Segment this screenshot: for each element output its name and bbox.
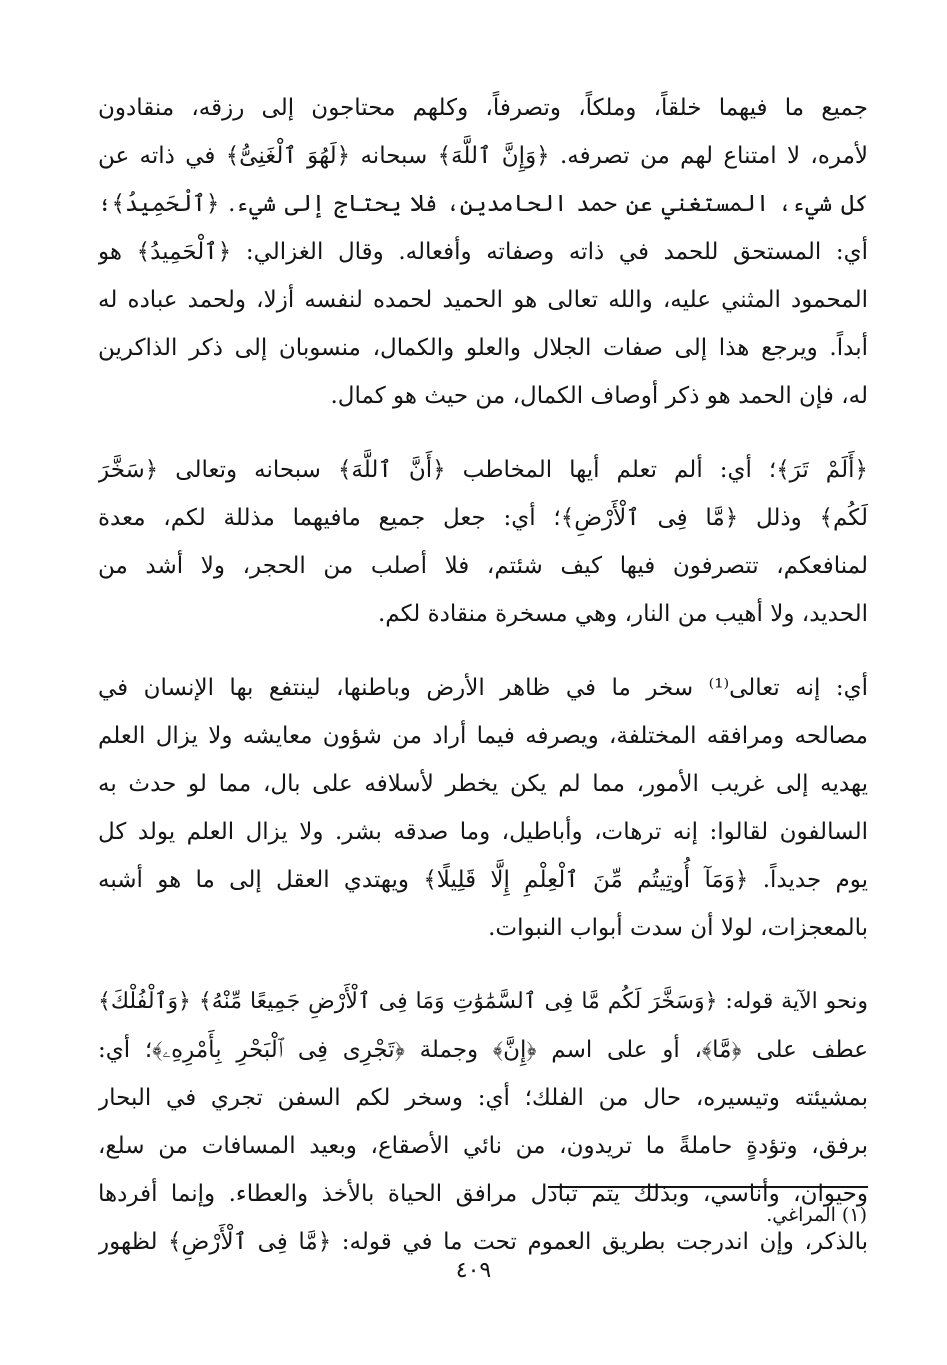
text-line: بمشيئته وتيسيره، حال من الفلك؛ أي: وسخر لكم السفن تجري في البحار xyxy=(98,1085,868,1111)
text-line: بالمعجزات، لولا أن سدت أبواب النبوات. xyxy=(488,915,868,941)
paragraph xyxy=(98,446,868,638)
text-line: جميع ما فيهما خلقاً، وملكاً، وتصرفاً، وكلهم محتاجون إلى رزقه، منقادون xyxy=(98,95,868,121)
text-line: ونحو الآية قوله: ﴿وَسَخَّرَ لَكُم مَّا فِى ٱلسَّمَٰوَٰتِ وَمَا فِى ٱلْأَرْضِ جَمِيعًا مِّنْهُ﴾ ﴿وَٱلْفُلْكَ﴾ xyxy=(98,989,868,1014)
text-line: أي: المستحق للحمد في ذاته وصفاته وأفعاله. وقال الغزالي: ﴿ٱلْحَمِيدُ﴾ هو xyxy=(98,239,868,265)
text-line: مصالحه ومرافقه المختلفة، ويصرفه فيما أراد من شؤون معايشه ولا يزال العلم xyxy=(98,723,868,749)
paragraph-gap xyxy=(98,638,868,664)
text-line: بالذكر، وإن اندرجت بطريق العموم تحت ما في قوله: ﴿مَّا فِى ٱلْأَرْضِ﴾ لظهور xyxy=(98,1229,868,1255)
paragraph-gap xyxy=(98,420,868,446)
text-line: المحمود المثني عليه، والله تعالى هو الحميد لحمده لنفسه أزلا، ولحمد عباده له xyxy=(98,287,868,313)
text-line: يهديه إلى غريب الأمور، مما لم يكن يخطر لأسلافه على بال، مما لو حدث به xyxy=(98,771,868,797)
main-text xyxy=(98,84,868,1266)
text-line: الحديد، ولا أهيب من النار، وهي مسخرة منقادة لكم. xyxy=(377,601,868,627)
footnote-divider xyxy=(548,1186,868,1188)
text-line: السالفون لقالوا: إنه ترهات، وأباطيل، وما صدقه بشر. ولا يزال العلم يولد كل xyxy=(98,819,868,845)
text-line: برفق، وتؤدةٍ حاملةً ما تريدون، من نائي الأصقاع، وبعيد المسافات من سلع، xyxy=(98,1133,868,1159)
text-line: عطف على ﴿مَّا﴾، أو على اسم ﴿إِنَّ﴾ وجملة ﴿تَجْرِى فِى ٱلْبَحْرِ بِأَمْرِهِۦ﴾؛ أي: xyxy=(98,1037,868,1063)
paragraph-gap xyxy=(98,952,868,978)
text-line: وحيوان، وأناسي، وبذلك يتم تبادل مرافق الحياة بالأخذ والعطاء. وإنما أفردها xyxy=(98,1181,868,1207)
text-line: أبداً. ويرجع هذا إلى صفات الجلال والعلو والكمال، منسوبان إلى ذكر الذاكرين xyxy=(98,335,868,361)
text-line: كل شيء، المستغني عن حمد الحامدين، فلا يحتاج إلى شيء. ﴿ٱلْحَمِيدُ﴾؛ xyxy=(98,191,868,217)
text-line: لأمره، لا امتناع لهم من تصرفه. ﴿وَإِنَّ ٱللَّهَ﴾ سبحانه ﴿لَهُوَ ٱلْغَنِىُّ﴾ في ذاته عن xyxy=(98,143,868,169)
paragraph xyxy=(98,84,868,420)
text-line: أي: إنه تعالى⁽¹⁾ سخر ما في ظاهر الأرض وباطنها، لينتفع بها الإنسان في xyxy=(98,675,868,701)
text-line: ﴿أَلَمْ تَرَ﴾؛ أي: ألم تعلم أيها المخاطب ﴿أَنَّ ٱللَّهَ﴾ سبحانه وتعالى ﴿سَخَّرَ xyxy=(98,457,868,483)
footnote: (١) المراغي. xyxy=(766,1204,867,1226)
paragraph xyxy=(98,664,868,952)
text-line: لَكُم﴾ وذلل ﴿مَّا فِى ٱلْأَرْضِ﴾؛ أي: جعل جميع مافيهما مذللة لكم، معدة xyxy=(98,505,868,531)
text-line: له، فإن الحمد هو ذكر أوصاف الكمال، من حيث هو كمال. xyxy=(330,383,868,409)
text-line: يوم جديداً. ﴿وَمَآ أُوتِيتُم مِّنَ ٱلْعِلْمِ إِلَّا قَلِيلًا﴾ ويهتدي العقل إلى ما هو أشبه xyxy=(98,867,868,893)
text-line: لمنافعكم، تتصرفون فيها كيف شئتم، فلا أصلب من الحجر، ولا أشد من xyxy=(98,553,868,579)
page-number: ٤٠٩ xyxy=(455,1258,492,1283)
